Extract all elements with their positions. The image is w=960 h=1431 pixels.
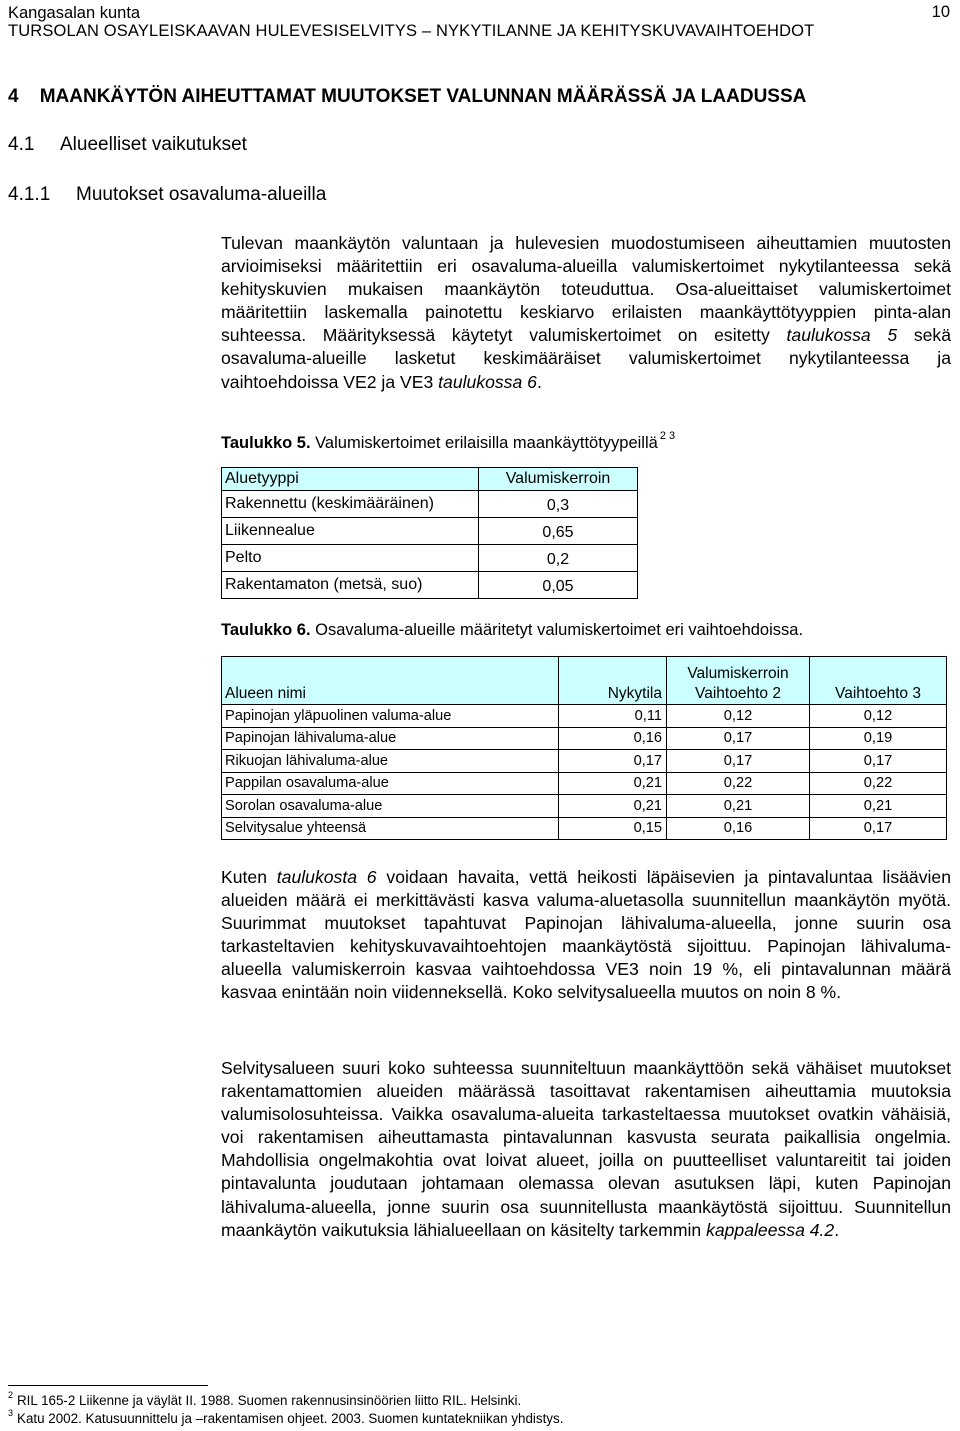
table-cell: 0,17 xyxy=(667,750,810,773)
table-cell: Selvitysalue yhteensä xyxy=(222,817,559,840)
table-row xyxy=(222,545,638,572)
table-5-caption-refs: 2 3 xyxy=(659,430,676,442)
table-cell: 0,21 xyxy=(559,772,667,795)
table-cell: 0,05 xyxy=(479,572,638,599)
table-cell: 0,16 xyxy=(667,817,810,840)
table-6-caption-label: Taulukko 6. xyxy=(221,621,311,639)
table-5-header-cell: Valumiskerroin xyxy=(479,468,638,491)
paragraph-1-text-a: Tulevan maankäytön valuntaan ja hulevesien muodostumiseen aiheuttamien muutosten arvioimiseksi määritettiin eri osavaluma-alueilla valumiskertoimet nykytilanteessa sekä kehityskuvien mukaisen maankäytön toteuduttua. Osa-alueittaiset valumiskertoimet määritettiin laskemalla painotettu keskiarvo erilaisten maankäyttötyyppien pinta-alan suhteessa. Määrityksessä käytetyt valumiskertoimet on esitetty xyxy=(221,233,951,346)
subsection-heading xyxy=(8,134,247,156)
section-title: MAANKÄYTÖN AIHEUTTAMAT MUUTOKSET VALUNNAN MÄÄRÄSSÄ JA LAADUSSA xyxy=(39,86,807,107)
footnote-2 xyxy=(8,1390,522,1408)
table-cell: 0,16 xyxy=(559,727,667,750)
subsubsection-heading xyxy=(8,184,326,206)
report-title: TURSOLAN OSAYLEISKAAVAN HULEVESISELVITYS – NYKYTILANNE JA KEHITYSKUVAVAIHTOEHDOT xyxy=(8,22,815,40)
paragraph-2-text-a: Kuten xyxy=(221,867,277,887)
table-6 xyxy=(221,656,947,840)
footnote-mark: 2 xyxy=(8,1390,14,1400)
section-heading xyxy=(8,86,806,108)
table-6-header-cell: Nykytila xyxy=(559,657,667,705)
footnote-divider xyxy=(8,1385,208,1386)
subsection-title: Alueelliset vaikutukset xyxy=(60,134,247,155)
table-row xyxy=(222,727,947,750)
header-org: Kangasalan kunta xyxy=(8,4,141,22)
table-row xyxy=(222,491,638,518)
table-6-header-cell xyxy=(667,657,810,705)
table-cell: 0,12 xyxy=(667,705,810,728)
paragraph-1 xyxy=(221,232,951,394)
table-row xyxy=(222,772,947,795)
paragraph-3-text-a: Selvitysalueen suuri koko suhteessa suunniteltuun maankäyttöön sekä vähäiset muutokset rakentamattomien alueiden määrässä tasoittavat rakentamisen aiheuttamia muutoksia valumisolosuhteissa. Vaikka osavaluma-alueita tarkasteltaessa muutokset ovatkin vähäisiä, voi rakentamisen aiheuttamasta pintavalunnan kasvusta seurata paikallisia ongelmia. Mahdollisia ongelmakohtia ovat loivat alueet, joilla on puutteelliset valuntareitit tai joiden pintavalunta joudutaan johtamaan olemassa olevan asutuksen läpi, kuten Papinojan lähivaluma-alueella, jonne suurin osa suunnitellusta maankäytöstä sijoittuu. Suunnitellun maankäytön vaikutuksia lähialueellaan on käsitelty tarkemmin xyxy=(221,1058,951,1240)
paragraph-1-text-b: sekä osavaluma-alueille lasketut keskimääräiset valumiskertoimet nykytilanteessa ja vaihtoehdoissa VE2 ja VE3 xyxy=(221,325,951,392)
table-5-header-cell: Aluetyyppi xyxy=(222,468,479,491)
table-cell: 0,21 xyxy=(667,795,810,818)
table-5-caption-text: Valumiskertoimet erilaisilla maankäyttötyypeillä xyxy=(315,434,658,452)
table-cell: Rakennettu (keskimääräinen) xyxy=(222,491,479,518)
table-row xyxy=(222,572,638,599)
table-row xyxy=(222,705,947,728)
table-cell: Sorolan osavaluma-alue xyxy=(222,795,559,818)
table-cell: 0,17 xyxy=(810,817,947,840)
table-row xyxy=(222,817,947,840)
ref-section-4-2: kappaleessa 4.2 xyxy=(706,1219,835,1240)
table-cell: Papinojan yläpuolinen valuma-alue xyxy=(222,705,559,728)
table-row xyxy=(222,518,638,545)
table-cell: 0,15 xyxy=(559,817,667,840)
table-cell: 0,21 xyxy=(559,795,667,818)
table-cell: Liikennealue xyxy=(222,518,479,545)
table-cell: 0,19 xyxy=(810,727,947,750)
table-cell: 0,2 xyxy=(479,545,638,572)
table-6-header-row xyxy=(222,657,947,705)
table-cell: Rikuojan lähivaluma-alue xyxy=(222,750,559,773)
ref-table-5: taulukossa 5 xyxy=(786,325,898,346)
table-cell: 0,22 xyxy=(810,772,947,795)
table-row xyxy=(222,750,947,773)
subsubsection-number: 4.1.1 xyxy=(8,184,51,205)
table-cell: 0,12 xyxy=(810,705,947,728)
table-cell: 0,21 xyxy=(810,795,947,818)
table-cell: 0,11 xyxy=(559,705,667,728)
footnote-text: RIL 165-2 Liikenne ja väylät II. 1988. Suomen rakennusinsinöörien liitto RIL. Helsinki. xyxy=(17,1393,522,1408)
table-cell: 0,65 xyxy=(479,518,638,545)
table-6-header-ve2: Vaihtoehto 2 xyxy=(695,685,781,702)
ref-table-6: taulukosta 6 xyxy=(276,867,377,887)
footnote-mark: 3 xyxy=(8,1408,14,1418)
paragraph-3 xyxy=(221,1057,951,1242)
table-row xyxy=(222,795,947,818)
table-cell: Rakentamaton (metsä, suo) xyxy=(222,572,479,599)
table-cell: 0,17 xyxy=(810,750,947,773)
table-5 xyxy=(221,467,638,599)
table-6-caption xyxy=(221,621,803,640)
paragraph-2-text-b: voidaan havaita, vettä heikosti läpäisevien ja pintavaluntaa lisäävien alueiden määrä ei merkittävästi kasva valuma-aluetasolla suunnitellun maankäytön myötä. Suurimmat muutokset tapahtuvat Papinojan lähivaluma-alueella, jonne suurin osa tarkasteltavien kehityskuvavaihtoehtojen maankäytöstä sijoittuu. Papinojan lähivaluma-alueella valumiskerroin kasvaa vaihtoehdossa VE3 noin 19 %, eli pintavalunnan määrä kasvaa enintään noin viidenneksellä. Koko selvitysalueella muutos on noin 8 %. xyxy=(221,867,951,1003)
table-cell: Pappilan osavaluma-alue xyxy=(222,772,559,795)
table-cell: 0,17 xyxy=(559,750,667,773)
page-number: 10 xyxy=(931,3,950,21)
footnote-3 xyxy=(8,1408,564,1426)
paragraph-3-text-b: . xyxy=(834,1219,840,1240)
subsection-number: 4.1 xyxy=(8,134,35,155)
table-cell: 0,22 xyxy=(667,772,810,795)
table-5-caption xyxy=(221,430,676,453)
paragraph-1-text-c: . xyxy=(536,371,542,392)
table-6-header-cell: Alueen nimi xyxy=(222,657,559,705)
ref-table-6: taulukossa 6 xyxy=(438,371,537,392)
table-cell: 0,3 xyxy=(479,491,638,518)
subsubsection-title: Muutokset osavaluma-alueilla xyxy=(76,184,327,205)
table-5-caption-label: Taulukko 5. xyxy=(221,434,311,452)
table-5-header-row xyxy=(222,468,638,491)
section-number: 4 xyxy=(8,86,19,107)
table-cell: Papinojan lähivaluma-alue xyxy=(222,727,559,750)
table-6-group-header: Valumiskerroin xyxy=(687,665,789,682)
table-cell: 0,17 xyxy=(667,727,810,750)
table-6-caption-text: Osavaluma-alueille määritetyt valumiskertoimet eri vaihtoehdoissa. xyxy=(315,621,804,639)
footnote-text: Katu 2002. Katusuunnittelu ja –rakentamisen ohjeet. 2003. Suomen kuntatekniikan yhdistys. xyxy=(17,1411,564,1426)
table-cell: Pelto xyxy=(222,545,479,572)
table-6-header-cell: Vaihtoehto 3 xyxy=(810,657,947,705)
paragraph-2 xyxy=(221,866,951,1005)
